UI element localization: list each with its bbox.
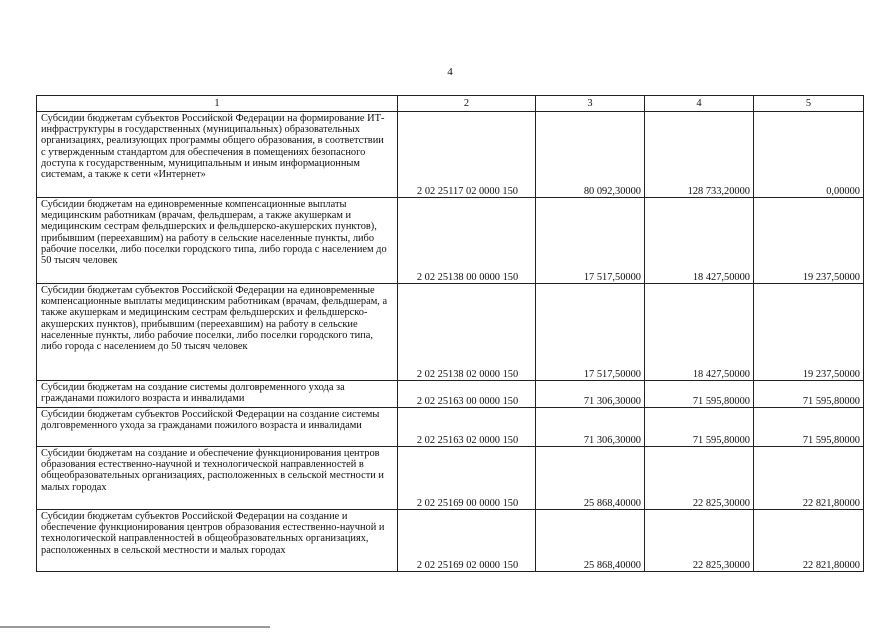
row-code: 2 02 25138 02 0000 150 xyxy=(398,284,536,381)
row-value-col3: 17 517,50000 xyxy=(536,198,645,284)
row-value-col3: 25 868,40000 xyxy=(536,510,645,572)
row-code: 2 02 25163 00 0000 150 xyxy=(398,381,536,408)
header-col-1: 1 xyxy=(37,96,398,112)
row-value-col5: 19 237,50000 xyxy=(754,198,864,284)
row-value-col5: 22 821,80000 xyxy=(754,447,864,510)
row-description: Субсидии бюджетам на единовременные компенсационные выплаты медицинским работникам (врачам, фельдшерам, а также акушеркам и медицинским сестрам фельдшерских и фельдшерско-акушерских пунктов), прибывшим (переехавшим) на работу в сельские населенные пункты, либо рабочие поселки, либо поселки городского типа, либо города с населением до 50 тысяч человек xyxy=(37,198,398,284)
page-number: 4 xyxy=(447,66,453,78)
footer-divider xyxy=(0,626,270,628)
row-value-col5: 71 595,80000 xyxy=(754,381,864,408)
table-row xyxy=(37,381,864,408)
header-col-2: 2 xyxy=(398,96,536,112)
header-col-4: 4 xyxy=(645,96,754,112)
table-row xyxy=(37,447,864,510)
row-value-col4: 22 825,30000 xyxy=(645,510,754,572)
header-col-5: 5 xyxy=(754,96,864,112)
row-description: Субсидии бюджетам субъектов Российской Федерации на создание и обеспечение функционирования центров образования естественно-научной и технологической направленностей в общеобразовательных организациях, расположенных в сельской местности и малых городах xyxy=(37,510,398,572)
row-code: 2 02 25163 02 0000 150 xyxy=(398,408,536,447)
row-code: 2 02 25117 02 0000 150 xyxy=(398,112,536,198)
table-row xyxy=(37,198,864,284)
row-value-col4: 18 427,50000 xyxy=(645,198,754,284)
budget-table xyxy=(36,95,864,572)
row-description: Субсидии бюджетам субъектов Российской Федерации на создание системы долговременного ухода за гражданами пожилого возраста и инвалидами xyxy=(37,408,398,447)
row-value-col5: 22 821,80000 xyxy=(754,510,864,572)
row-description: Субсидии бюджетам субъектов Российской Федерации на единовременные компенсационные выплаты медицинским работникам (врачам, фельдшерам, а также акушеркам и медицинским сестрам фельдшерских и фельдшерско-акушерских пунктов), прибывшим (переехавшим) на работу в сельские населенные пункты, либо рабочие поселки, либо поселки городского типа, либо города с населением до 50 тысяч человек xyxy=(37,284,398,381)
row-value-col5: 71 595,80000 xyxy=(754,408,864,447)
row-value-col5: 19 237,50000 xyxy=(754,284,864,381)
row-value-col4: 128 733,20000 xyxy=(645,112,754,198)
row-value-col3: 71 306,30000 xyxy=(536,408,645,447)
row-value-col3: 25 868,40000 xyxy=(536,447,645,510)
row-code: 2 02 25138 00 0000 150 xyxy=(398,198,536,284)
row-value-col4: 22 825,30000 xyxy=(645,447,754,510)
header-col-3: 3 xyxy=(536,96,645,112)
row-value-col3: 71 306,30000 xyxy=(536,381,645,408)
row-value-col3: 17 517,50000 xyxy=(536,284,645,381)
row-code: 2 02 25169 02 0000 150 xyxy=(398,510,536,572)
table-row xyxy=(37,112,864,198)
row-value-col3: 80 092,30000 xyxy=(536,112,645,198)
row-value-col4: 71 595,80000 xyxy=(645,381,754,408)
table-row xyxy=(37,510,864,572)
row-description: Субсидии бюджетам на создание и обеспечение функционирования центров образования естественно-научной и технологической направленностей в общеобразовательных организациях, расположенных в сельской местности и малых городах xyxy=(37,447,398,510)
row-value-col4: 18 427,50000 xyxy=(645,284,754,381)
row-description: Субсидии бюджетам субъектов Российской Федерации на формирование ИТ-инфраструктуры в государственных (муниципальных) образовательных организациях, реализующих программы общего образования, в соответствии с утвержденным стандартом для обеспечения в помещениях безопасного доступа к государственным, муниципальным и иным информационным системам, а также к сети «Интернет» xyxy=(37,112,398,198)
table-header-row xyxy=(37,96,864,112)
row-code: 2 02 25169 00 0000 150 xyxy=(398,447,536,510)
table-row xyxy=(37,408,864,447)
row-description: Субсидии бюджетам на создание системы долговременного ухода за гражданами пожилого возраста и инвалидами xyxy=(37,381,398,408)
table-row xyxy=(37,284,864,381)
row-value-col5: 0,00000 xyxy=(754,112,864,198)
row-value-col4: 71 595,80000 xyxy=(645,408,754,447)
